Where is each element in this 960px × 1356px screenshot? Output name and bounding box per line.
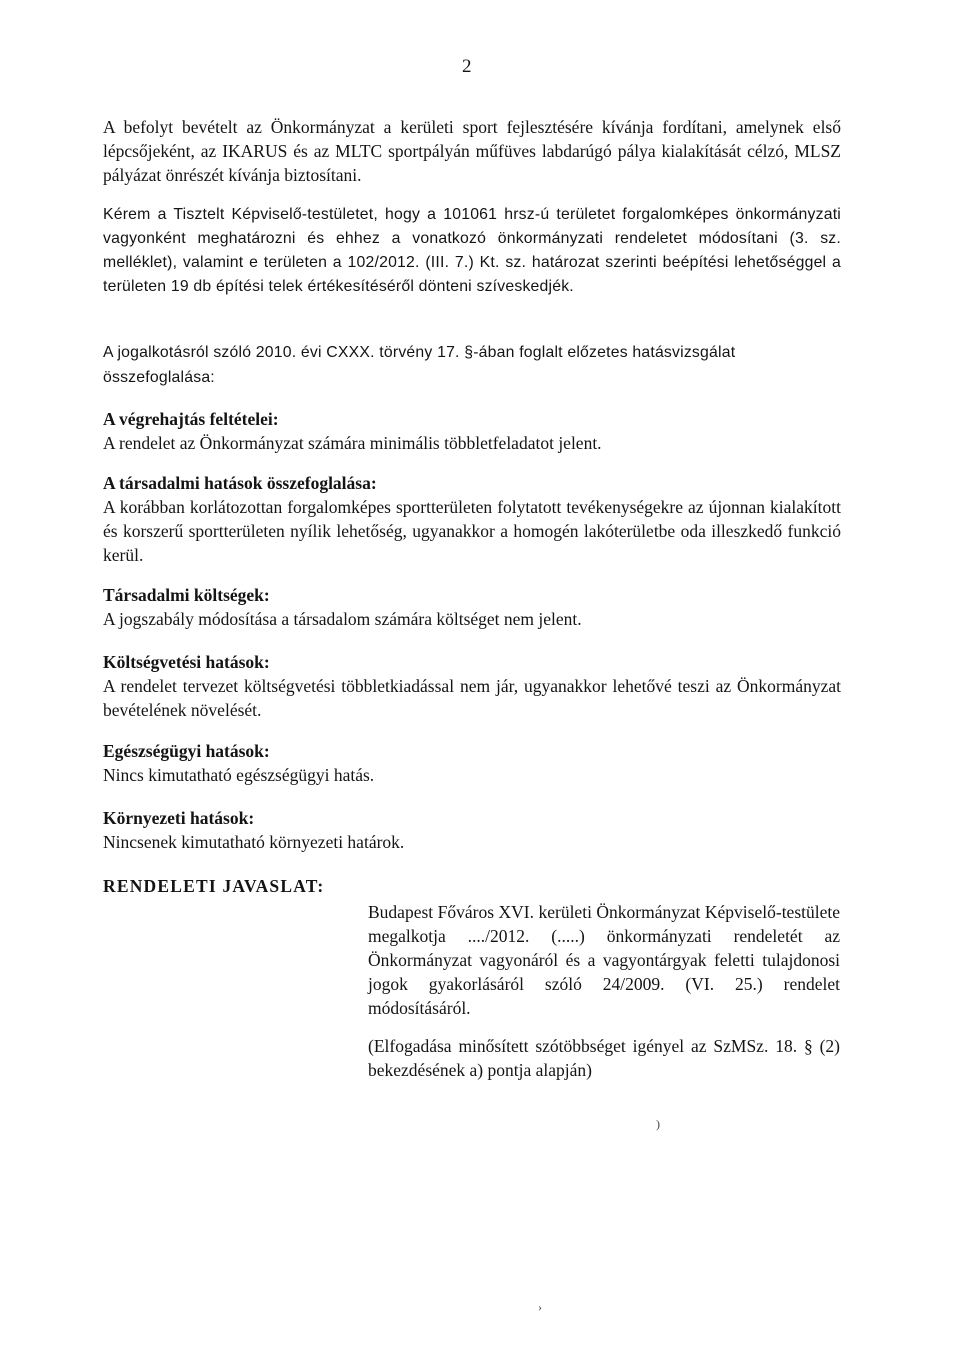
section-implementation — [103, 407, 841, 455]
intro-paragraph: A befolyt bevételt az Önkormányzat a kerületi sport fejlesztésére kívánja fordítani, amelynek első lépcsőjeként, az IKARUS és az MLTC sportpályán műfüves labdarúgó pálya kialakítását célzó, MLSZ pályázat önrészét kívánja biztosítani. — [103, 117, 841, 185]
proposal-heading: RENDELETI JAVASLAT: — [103, 876, 325, 896]
request-paragraph: Kérem a Tisztelt Képviselő-testületet, hogy a 101061 hrsz-ú területet forgalomképes önkormányzati vagyonként meghatározni és ehhez a vonatkozó önkormányzati rendeletet módosítani (3. sz. melléklet), valamint e területen a 102/2012. (III. 7.) Kt. sz. határozat szerinti beépítési lehetőséggel a területen 19 db építési telek értékesítéséről dönteni szíveskedjék. — [103, 206, 841, 295]
section-heading: Egészségügyi hatások: — [103, 741, 270, 761]
section-heading: Környezeti hatások: — [103, 808, 255, 828]
section-social-costs — [103, 583, 841, 631]
section-text: Nincsenek kimutatható környezeti határok. — [103, 832, 405, 852]
law-reference-paragraph: A jogalkotásról szóló 2010. évi CXXX. törvény 17. §-ában foglalt előzetes hatásvizsgálat összefoglalása: — [103, 344, 736, 386]
section-text: A jogszabály módosítása a társadalom számára költséget nem jelent. — [103, 609, 582, 629]
section-heading: A végrehajtás feltételei: — [103, 409, 279, 429]
section-text: A rendelet az Önkormányzat számára minimális többletfeladatot jelent. — [103, 433, 602, 453]
section-heading: Társadalmi költségek: — [103, 585, 270, 605]
scan-speck: ) — [656, 1117, 660, 1131]
section-text: A rendelet tervezet költségvetési többletkiadással nem jár, ugyanakkor lehetővé teszi az Önkormányzat bevételének növelését. — [103, 676, 841, 720]
section-budget-impacts — [103, 650, 841, 722]
section-text: A korábban korlátozottan forgalomképes sportterületen folytatott tevékenységekre az újonnan kialakított és korszerű sportterületen nyílik lehetőség, ugyanakkor a homogén lakóterületbe oda illeszkedő funkció kerül. — [103, 497, 841, 565]
section-heading: Költségvetési hatások: — [103, 652, 270, 672]
proposal-note: (Elfogadása minősített szótöbbséget igényel az SzMSz. 18. § (2) bekezdésének a) pontja alapján) — [368, 1036, 840, 1080]
page-number: 2 — [462, 56, 472, 77]
section-environment-impacts — [103, 806, 841, 854]
scan-speck: › — [538, 1300, 542, 1314]
section-social-impacts — [103, 471, 841, 567]
section-heading: A társadalmi hatások összefoglalása: — [103, 473, 377, 493]
proposal-title: Budapest Főváros XVI. kerületi Önkormányzat Képviselő-testülete megalkotja ..../2012. (.....) önkormányzati rendeletét az Önkormányzat vagyonáról és a vagyontárgyak feletti tulajdonosi jogok gyakorlásáról szóló 24/2009. (VI. 25.) rendelet módosításáról. — [368, 902, 840, 1018]
section-text: Nincs kimutatható egészségügyi hatás. — [103, 765, 375, 785]
section-health-impacts — [103, 739, 841, 787]
